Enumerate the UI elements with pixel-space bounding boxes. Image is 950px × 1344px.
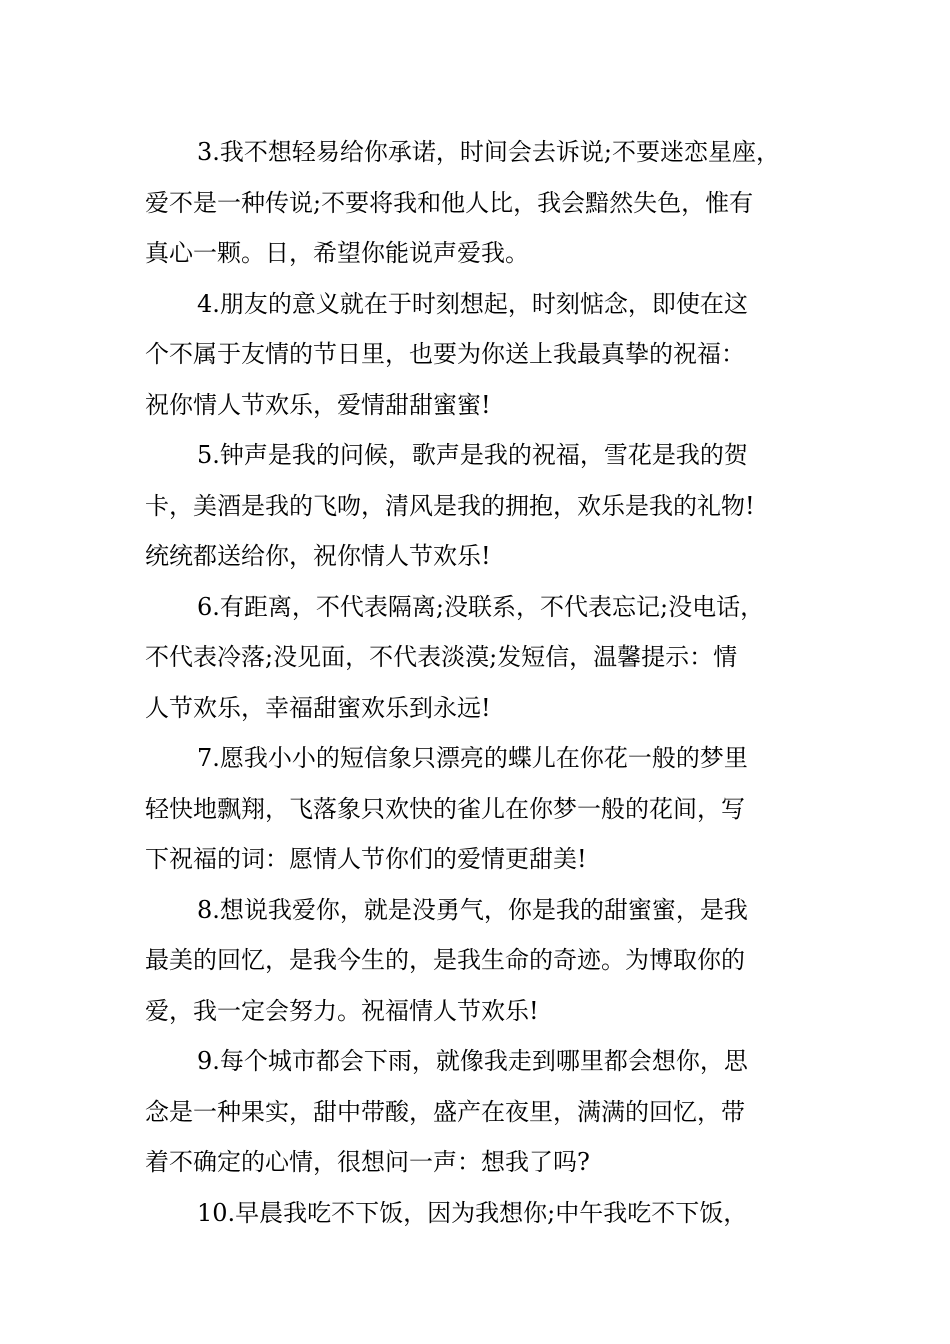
paragraph [145,1188,810,1239]
paragraph [145,127,810,279]
paragraph-line: 轻快地飘翔，飞落象只欢快的雀儿在你梦一般的花间，写 [145,794,745,823]
paragraph-line: 7.愿我小小的短信象只漂亮的蝶儿在你花一般的梦里 [197,744,748,772]
paragraph-line: 卡，美酒是我的飞吻，清风是我的拥抱，欢乐是我的礼物! [145,491,755,520]
paragraph-line: 个不属于友情的节日里，也要为你送上我最真挚的祝福： [145,340,745,368]
paragraph-line: 4.朋友的意义就在于时刻想起，时刻惦念，即使在这 [197,289,748,318]
paragraph [145,733,810,885]
paragraph [145,430,810,582]
paragraph-line: 9.每个城市都会下雨，就像我走到哪里都会想你，思 [197,1047,748,1075]
paragraph [145,885,810,1037]
paragraph-line: 下祝福的词：愿情人节你们的爱情更甜美! [145,845,587,873]
paragraph-line: 爱，我一定会努力。祝福情人节欢乐! [145,996,539,1025]
paragraph-line: 统统都送给你，祝你情人节欢乐! [145,542,491,570]
paragraph-line: 不代表冷落;没见面，不代表淡漠;发短信，温馨提示：情 [145,643,738,671]
paragraph-line: 10.早晨我吃不下饭，因为我想你;中午我吃不下饭， [197,1198,748,1227]
document-body [145,127,810,1238]
paragraph-line: 8.想说我爱你，就是没勇气，你是我的甜蜜蜜，是我 [197,895,748,924]
paragraph [145,1036,810,1188]
paragraph [145,279,810,431]
paragraph-line: 祝你情人节欢乐，爱情甜甜蜜蜜! [145,390,491,419]
paragraph-line: 6.有距离，不代表隔离;没联系，不代表忘记;没电话， [197,592,765,621]
paragraph [145,582,810,734]
paragraph-line: 着不确定的心情，很想问一声：想我了吗? [145,1148,590,1176]
paragraph-line: 念是一种果实，甜中带酸，盛产在夜里，满满的回忆，带 [145,1097,745,1126]
paragraph-line: 5.钟声是我的问候，歌声是我的祝福，雪花是我的贺 [197,441,748,469]
paragraph-line: 人节欢乐，幸福甜蜜欢乐到永远! [145,693,491,722]
paragraph-line: 爱不是一种传说;不要将我和他人比，我会黯然失色，惟有 [145,188,754,217]
paragraph-line: 3.我不想轻易给你承诺，时间会去诉说;不要迷恋星座， [197,138,780,166]
paragraph-line: 真心一颗。日，希望你能说声爱我。 [145,239,529,267]
paragraph-line: 最美的回忆，是我今生的，是我生命的奇迹。为博取你的 [145,946,745,974]
